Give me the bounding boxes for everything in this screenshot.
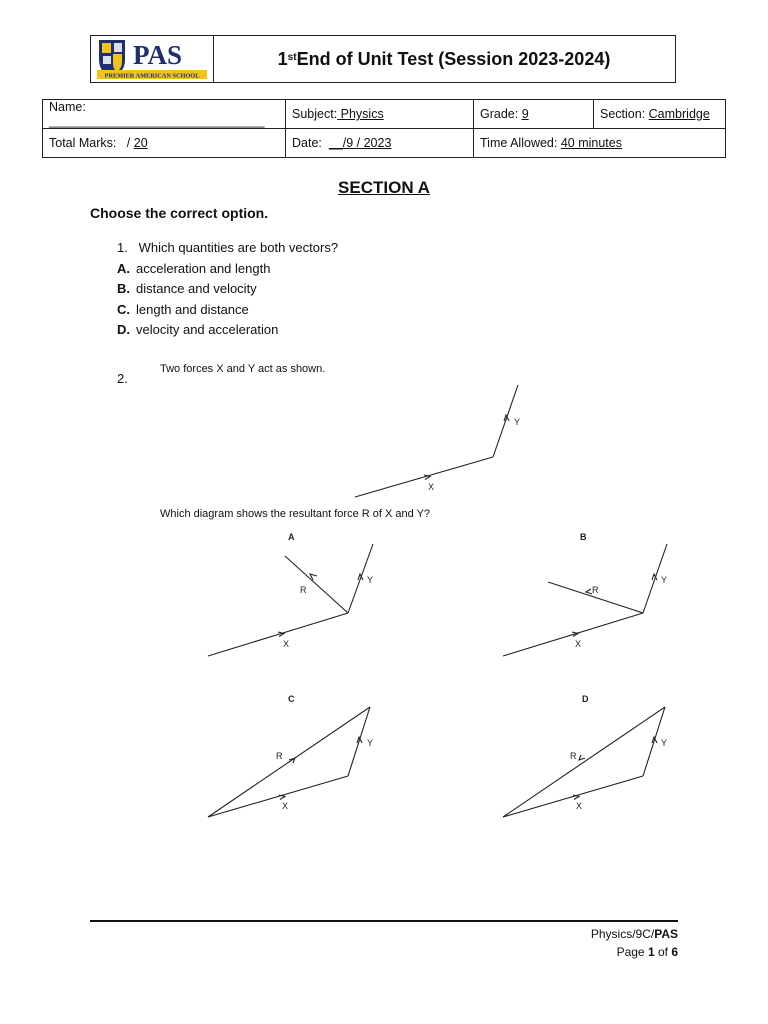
given-y-label: Y	[514, 417, 521, 427]
question-2-number: 2.	[117, 371, 128, 386]
footer	[591, 925, 678, 961]
page-title: 1 $^{st}$ End of Unit Test (Session 2023-2024)	[277, 48, 611, 69]
name-blank: _______________________________	[49, 114, 265, 128]
diagram-b	[503, 544, 667, 656]
name-cell[interactable]: Name: _______________________________	[43, 100, 286, 129]
diagram-b-y: Y	[661, 575, 668, 585]
section-title: SECTION A	[338, 178, 430, 197]
time-allowed-cell: Time Allowed: 40 minutes	[474, 129, 726, 158]
diagram-a-x: X	[283, 639, 290, 649]
diagram-c-x: X	[282, 801, 289, 811]
diagram-a-y: Y	[367, 575, 374, 585]
page-number: Page 1 of 6	[616, 945, 678, 959]
option-c[interactable]: C. length and distance	[117, 301, 249, 317]
diagram-d-x: X	[576, 801, 583, 811]
diagram-d-label: D	[582, 694, 589, 704]
option-d[interactable]: D. velocity and acceleration	[117, 322, 279, 337]
diagram-c-r: R	[276, 751, 283, 761]
option-a[interactable]: A. acceleration and length	[117, 260, 271, 276]
diagram-c-y: Y	[367, 738, 374, 748]
diagram-d-r: R	[570, 751, 577, 761]
diagram-d-y: Y	[661, 738, 668, 748]
subject-cell: Subject: Physics	[286, 100, 474, 129]
given-forces-diagram	[355, 385, 521, 497]
footer-code: Physics/9C/PAS	[590, 927, 678, 941]
footer-divider	[90, 920, 678, 922]
given-x-label: X	[428, 482, 435, 492]
diagram-b-x: X	[575, 639, 582, 649]
total-marks-cell: Total Marks: / 20	[43, 129, 286, 158]
logo-abbr: PAS	[133, 40, 183, 70]
question-2-prompt: Which diagram shows the resultant force R of X and Y?	[160, 508, 431, 520]
section-cell: Section: Cambridge	[594, 100, 726, 129]
question-1-text: Which quantities are both vectors?	[138, 240, 339, 255]
diagram-c	[208, 707, 370, 817]
diagram-a-label: A	[288, 532, 295, 542]
diagram-b-r: R	[592, 585, 599, 595]
instruction: Choose the correct option.	[90, 205, 269, 221]
date-cell: Date: __/9 / 2023	[286, 129, 474, 158]
diagram-a	[208, 544, 373, 656]
diagram-d	[503, 707, 668, 817]
option-b[interactable]: B. distance and velocity	[117, 281, 257, 296]
diagram-c-label: C	[288, 694, 295, 704]
diagram-a-r: R	[300, 585, 307, 595]
question-2-text: Two forces X and Y act as shown.	[160, 363, 326, 375]
question-1: 1. Which quantities are both vectors? A. acceleration and length B. distance and velocity C. length and distance D. velocity and acceleration	[117, 238, 338, 341]
logo-school-name: PREMIER AMERICAN SCHOOL	[104, 72, 200, 80]
grade-cell: Grade: 9	[474, 100, 594, 129]
diagram-b-label: B	[580, 532, 587, 542]
